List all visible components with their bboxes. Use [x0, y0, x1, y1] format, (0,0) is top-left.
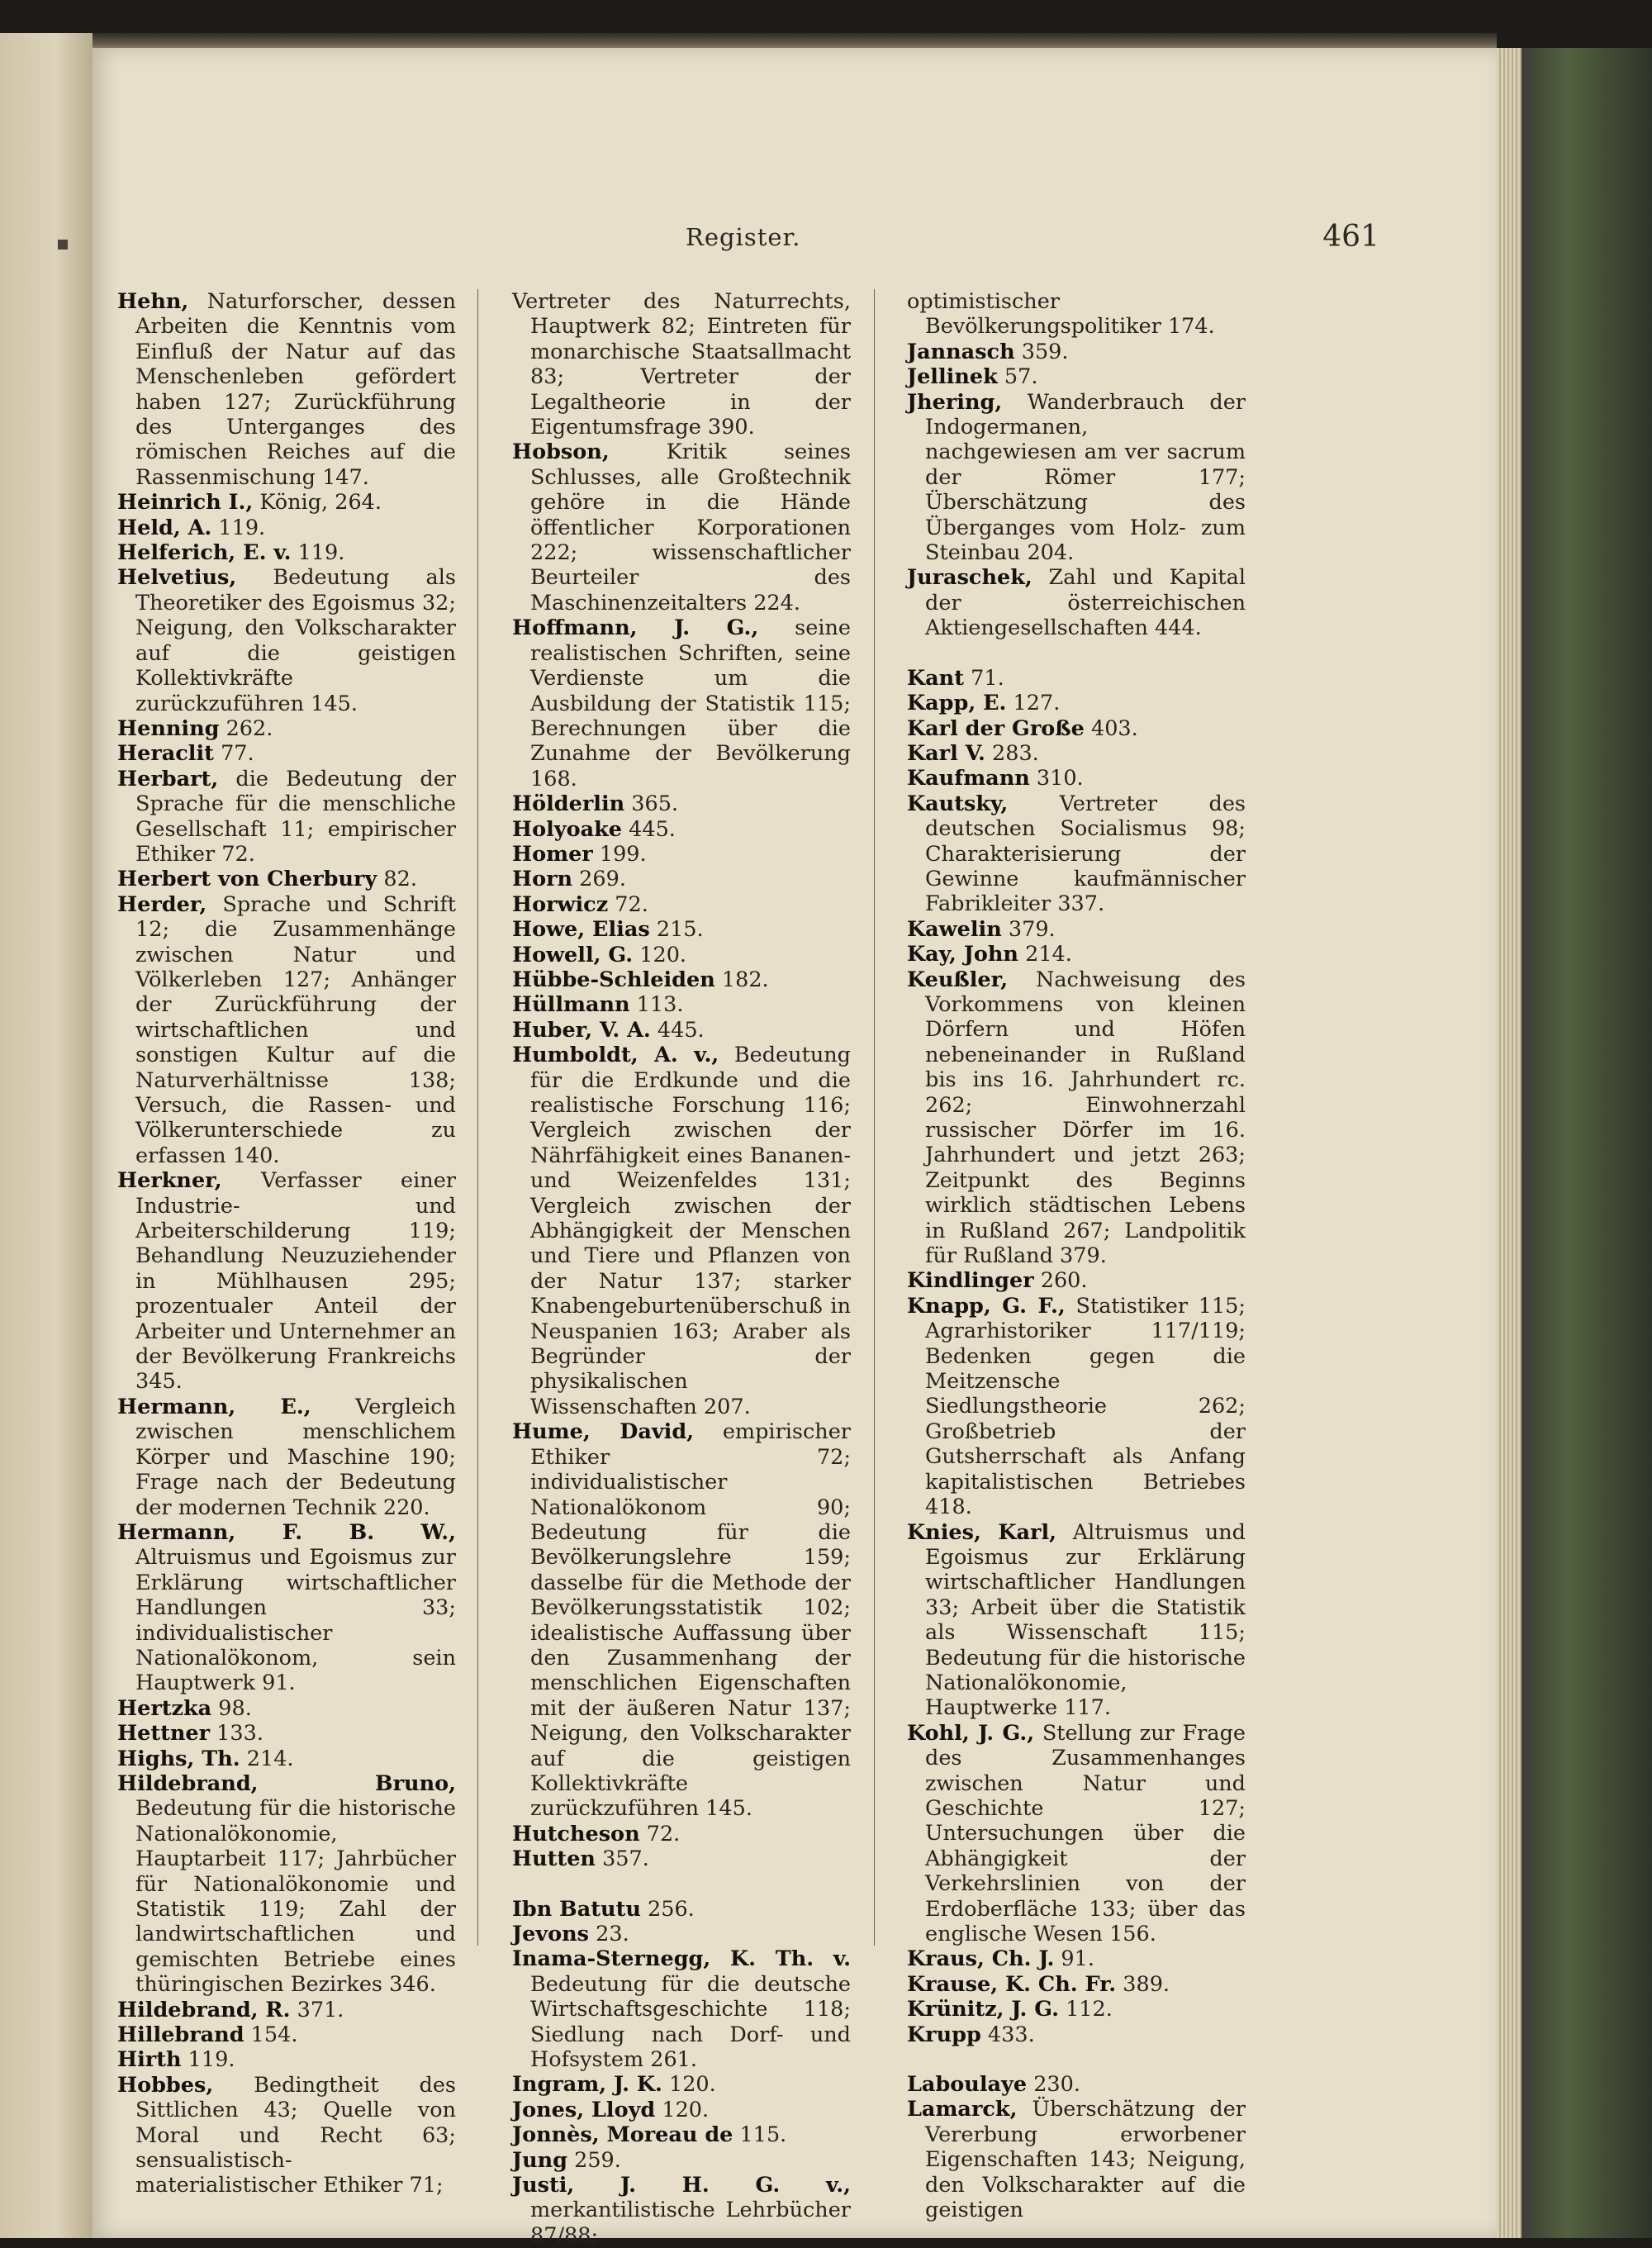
entry-text: 365. [624, 791, 679, 817]
index-entry [512, 892, 851, 917]
entry-text: 259. [567, 2147, 621, 2173]
entry-text: 269. [572, 867, 626, 892]
index-entry [117, 767, 456, 867]
index-entry [907, 942, 1246, 967]
entry-text: 214. [240, 1746, 294, 1771]
entry-text: 77. [213, 741, 254, 767]
column-rule [874, 289, 875, 1946]
section-gap [512, 1872, 851, 1897]
book-cover [1521, 48, 1652, 2238]
entry-heading: Huber, V. A. [512, 1017, 651, 1043]
entry-text: 112. [1058, 1997, 1113, 2022]
entry-text: 154. [244, 2022, 298, 2048]
entry-heading: Hölderlin [512, 791, 625, 817]
entry-text: 379. [1001, 916, 1056, 942]
index-entry [117, 892, 456, 1168]
entry-heading: Herbart, [117, 766, 219, 791]
index-entry [907, 967, 1246, 1269]
entry-text: 133. [210, 1721, 263, 1747]
entry-text: 230. [1027, 2072, 1080, 2098]
index-entry [512, 1897, 851, 1922]
entry-text: optimistischer Bevölkerungspolitiker 174. [907, 289, 1215, 340]
index-entry [907, 565, 1246, 640]
entry-text: Zahl und Kapital der österreichischen Aktiengesellschaften 444. [925, 565, 1246, 641]
index-entry [512, 1018, 851, 1043]
entry-text: 57. [997, 364, 1038, 390]
entry-text: 182. [714, 967, 769, 992]
entry-heading: Krupp [907, 2022, 981, 2047]
entry-heading: Hermann, F. B. W., [117, 1519, 456, 1545]
index-entry [512, 992, 851, 1017]
entry-heading: Kawelin [907, 916, 1002, 942]
index-entry [907, 289, 1246, 340]
index-entry [512, 791, 851, 816]
entry-text: 119. [291, 540, 345, 566]
entry-heading: Krause, K. Ch. Fr. [907, 1971, 1117, 1997]
index-entry [907, 791, 1246, 917]
entry-text: Bedeutung für die Erdkunde und die realistische Forschung 116; Vergleich zwischen der Nährfähigkeit eines Bananen- und Weizenfeldes 131; Vergleich zwischen der Abhängigkeit der Menschen und Tiere und Pflanzen von der Natur 137; starker Knabengeburtenüberschuß in Neuspanien 163; Araber als Begründer der physikalischen Wissenschaften 207. [530, 1043, 851, 1419]
left-page-edge [0, 33, 93, 2238]
entry-heading: Hehn, [117, 289, 189, 314]
index-entry [512, 1043, 851, 1419]
index-column-2 [512, 289, 851, 2248]
index-entry [117, 540, 456, 565]
entry-text: Stellung zur Frage des Zusammenhanges zwischen Natur und Geschichte 127; Untersuchungen über die Abhängigkeit der Verkehrslinien von der Erdoberfläche 133; über das englische Wesen 156. [925, 1720, 1246, 1946]
index-entry [907, 1946, 1246, 1971]
index-entry [117, 2073, 456, 2198]
entry-text: 91. [1054, 1946, 1094, 1972]
index-entry [117, 1696, 456, 1721]
entry-text: 359. [1014, 339, 1069, 364]
index-entry [117, 565, 456, 715]
entry-heading: Holyoake [512, 816, 623, 842]
entry-heading: Helferich, E. v. [117, 540, 292, 566]
index-entry [512, 2072, 851, 2097]
index-entry [512, 1946, 851, 2072]
index-entry [512, 867, 851, 891]
index-entry [907, 1721, 1246, 1947]
index-entry [512, 817, 851, 842]
index-entry [117, 2047, 456, 2072]
index-column-1 [117, 289, 456, 2198]
index-entry [907, 2097, 1246, 2222]
index-entry [117, 289, 456, 490]
entry-text: Bedingtheit des Sittlichen 43; Quelle von Moral und Recht 63; sensualistisch-materialistischer Ethiker 71; [135, 2072, 456, 2198]
entry-heading: Knies, Karl, [907, 1519, 1057, 1545]
entry-heading: Hildebrand, R. [117, 1997, 291, 2022]
index-entry [512, 1922, 851, 1946]
entry-heading: Herder, [117, 891, 207, 917]
index-entry [512, 1419, 851, 1822]
index-entry [907, 666, 1246, 691]
entry-text: 82. [377, 867, 417, 892]
entry-heading: Karl der Große [907, 715, 1085, 741]
entry-text: Verfasser einer Industrie- und Arbeiterschilderung 119; Behandlung Neuzuziehender in Mühlhausen 295; prozentualer Anteil der Arbeiter und Unternehmer an der Bevölkerung Frankreichs 345. [135, 1168, 456, 1395]
entry-text: seine realistischen Schriften, seine Verdienste um die Ausbildung der Statistik 115; Berechnungen über die Zunahme der Bevölkerung 168. [530, 615, 851, 791]
index-entry [907, 340, 1246, 364]
entry-heading: Highs, Th. [117, 1746, 240, 1771]
entry-heading: Jevons [512, 1922, 590, 1946]
entry-text: 120. [655, 2097, 710, 2122]
entry-heading: Howe, Elias [512, 917, 650, 943]
entry-text: 72. [639, 1821, 681, 1846]
entry-heading: Keußler, [907, 967, 1009, 992]
entry-text: Vertreter des deutschen Socialismus 98; Charakterisierung der Gewinne kaufmännischer Fabrikleiter 337. [925, 791, 1246, 917]
entry-heading: Hillebrand [117, 2022, 244, 2048]
entry-heading: Howell, G. [512, 942, 634, 967]
index-entry [512, 2098, 851, 2122]
index-entry [512, 1846, 851, 1871]
entry-text: 445. [650, 1017, 705, 1043]
entry-heading: Laboulaye [907, 2072, 1028, 2098]
index-entry [512, 440, 851, 615]
entry-text: Statistiker 115; Agrarhistoriker 117/119; Bedenken gegen die Meitzensche Siedlungstheorie 262; Großbetrieb der Gutsherrschaft als Anfang kapitalistischen Betriebes 418. [925, 1293, 1246, 1520]
index-entry [907, 1520, 1246, 1721]
index-entry [512, 943, 851, 967]
entry-heading: Hüllmann [512, 992, 630, 1018]
index-entry [512, 1822, 851, 1846]
entry-text: 371. [290, 1997, 344, 2022]
entry-heading: Humboldt, A. v., [512, 1043, 719, 1068]
entry-text: 199. [592, 841, 647, 867]
entry-heading: Heraclit [117, 741, 214, 767]
index-entry [512, 917, 851, 942]
index-entry [512, 2148, 851, 2173]
entry-heading: Heinrich I., [117, 490, 254, 516]
index-entry [907, 364, 1246, 389]
entry-text: Vergleich zwischen menschlichem Körper und Maschine 190; Frage nach der Bedeutung der modernen Technik 220. [135, 1394, 456, 1520]
index-entry [117, 490, 456, 515]
entry-text: 119. [211, 515, 266, 540]
entry-text: Bedeutung für die deutsche Wirtschaftsgeschichte 118; Siedlung nach Dorf- und Hofsystem 261. [530, 1971, 851, 2073]
entry-heading: Jung [512, 2147, 567, 2173]
entry-text: Bedeutung für die historische Nationalökonomie, Hauptarbeit 117; Jahrbücher für Nationalökonomie und Statistik 119; Zahl der landwirtschaftlichen und gemischten Betriebe eines thüringischen Bezirkes 346. [135, 1796, 456, 1998]
entry-heading: Ingram, J. K. [512, 2072, 662, 2098]
entry-text: Sprache und Schrift 12; die Zusammenhänge zwischen Natur und Völkerleben 127; Anhänger der Zurückführung der wirtschaftlichen und sonstigen Kultur auf die Naturverhältnisse 138; Versuch, die Rassen- und Völkerunterschiede zu erfassen 140. [135, 891, 456, 1168]
index-entry [117, 716, 456, 741]
entry-text: 310. [1029, 766, 1084, 791]
entry-heading: Herkner, [117, 1168, 222, 1194]
index-entry [907, 390, 1246, 566]
entry-heading: Helvetius, [117, 565, 237, 591]
entry-text: Nachweisung des Vorkommens von kleinen Dörfern und Höfen nebeneinander in Rußland bis ins 16. Jahrhundert rc. 262; Einwohnerzahl russischer Dörfer im 16. Jahrhundert und jetzt 263; Zeitpunkt des Beginns wirklich städtischen Lebens in Rußland 267; Landpolitik für Rußland 379. [925, 967, 1246, 1269]
entry-text: 215. [649, 917, 704, 943]
page-header-title: Register. [686, 223, 801, 251]
entry-text: 113. [629, 992, 684, 1018]
entry-heading: Homer [512, 841, 593, 867]
entry-text: 119. [181, 2047, 235, 2073]
entry-heading: Inama-Sternegg, K. Th. v. [512, 1946, 851, 1972]
entry-heading: Horwicz [512, 891, 609, 917]
index-entry [907, 2072, 1246, 2097]
entry-heading: Lamarck, [907, 2097, 1018, 2122]
index-entry [117, 867, 456, 891]
entry-text: merkantilistische Lehrbücher 87/88; [530, 2198, 851, 2248]
entry-heading: Hertzka [117, 1695, 212, 1721]
entry-heading: Karl V. [907, 740, 985, 766]
entry-text: empirischer Ethiker 72; individualistischer Nationalökonom 90; Bedeutung für die Bevölkerungslehre 159; dasselbe für die Methode der Bevölkerungsstatistik 102; idealistische Auffassung über den Zusammenhang der menschlichen Eigenschaften mit der äußeren Natur 137; Neigung, den Volkscharakter auf die geistigen Kollektivkräfte zurückzuführen 145. [530, 1419, 851, 1822]
entry-heading: Hutcheson [512, 1821, 640, 1846]
entry-text: 256. [640, 1896, 695, 1922]
entry-text: die Bedeutung der Sprache für die menschliche Gesellschaft 11; empirischer Ethiker 72. [135, 766, 456, 867]
entry-text: König, 264. [253, 490, 382, 516]
entry-text: Kritik seines Schlusses, alle Großtechnik gehöre in die Hände öffentlicher Korporationen 222; wissenschaftlicher Beurteiler des Maschinenzeitalters 224. [530, 440, 851, 615]
entry-heading: Held, A. [117, 515, 212, 540]
entry-text: 262. [219, 715, 273, 741]
entry-heading: Kay, John [907, 942, 1018, 967]
index-entry [117, 516, 456, 540]
index-entry [117, 1520, 456, 1696]
entry-heading: Jellinek [907, 364, 998, 390]
entry-text: 23. [589, 1922, 629, 1946]
index-entry [907, 741, 1246, 766]
entry-text: Altruismus und Egoismus zur Erklärung wirtschaftlicher Handlungen 33; individualistischer Nationalökonom, sein Hauptwerk 91. [135, 1545, 456, 1696]
entry-heading: Kraus, Ch. J. [907, 1946, 1055, 1972]
index-entry [512, 842, 851, 867]
page-mark [58, 240, 68, 250]
entry-text: Wanderbrauch der Indogermanen, nachgewiesen am ver sacrum der Römer 177; Überschätzung des Überganges vom Holz- zum Steinbau 204. [925, 389, 1246, 566]
entry-heading: Kindlinger [907, 1268, 1034, 1294]
entry-heading: Kaufmann [907, 766, 1030, 791]
entry-text: Naturforscher, dessen Arbeiten die Kenntnis vom Einfluß der Natur auf das Menschenleben gefördert haben 127; Zurückführung des Unterganges des römischen Reiches auf die Rassenmischung 147. [135, 289, 456, 490]
entry-heading: Jhering, [907, 389, 1003, 415]
index-entry [907, 1268, 1246, 1293]
index-entry [512, 615, 851, 791]
index-entry [907, 691, 1246, 715]
column-rule [477, 289, 478, 1946]
index-entry [907, 766, 1246, 791]
entry-heading: Justi, J. H. G. v., [512, 2173, 851, 2198]
entry-text: 445. [622, 816, 676, 842]
entry-heading: Hildebrand, Bruno, [117, 1770, 456, 1796]
index-entry [512, 967, 851, 992]
running-head [91, 220, 1379, 273]
index-entry [512, 289, 851, 440]
index-entry [907, 1997, 1246, 2022]
entry-heading: Krünitz, J. G. [907, 1997, 1059, 2022]
entry-heading: Hobbes, [117, 2072, 214, 2098]
entry-text: Bedeutung als Theoretiker des Egoismus 32; Neigung, den Volkscharakter auf die geistigen Kollektivkräfte zurückzuführen 145. [135, 565, 456, 716]
entry-heading: Hübbe-Schleiden [512, 967, 715, 992]
entry-text: 433. [980, 2022, 1035, 2047]
entry-text: 127. [1006, 691, 1061, 716]
entry-heading: Hirth [117, 2047, 182, 2073]
entry-heading: Kapp, E. [907, 691, 1007, 716]
index-entry [512, 2173, 851, 2248]
entry-heading: Jannasch [907, 339, 1015, 364]
page-edges [1497, 48, 1521, 2238]
entry-heading: Henning [117, 715, 220, 741]
entry-heading: Horn [512, 867, 573, 892]
entry-text: 357. [595, 1846, 649, 1872]
index-entry [907, 1294, 1246, 1520]
index-entry [907, 716, 1246, 741]
entry-heading: Hobson, [512, 440, 610, 465]
index-entry [117, 741, 456, 766]
entry-heading: Hutten [512, 1846, 596, 1872]
entry-text: Altruismus und Egoismus zur Erklärung wirtschaftlicher Handlungen 33; Arbeit über die Statistik als Wissenschaft 115; Bedeutung für die historische Nationalökonomie, Hauptwerke 117. [925, 1519, 1246, 1721]
entry-text: 403. [1084, 715, 1138, 741]
index-entry [117, 1747, 456, 1771]
entry-heading: Hermann, E., [117, 1394, 311, 1419]
entry-heading: Kohl, J. G., [907, 1720, 1035, 1746]
entry-text: 72. [608, 891, 648, 917]
page-number: 461 [1322, 220, 1379, 254]
entry-heading: Jones, Lloyd [512, 2097, 656, 2122]
entry-text: 71. [964, 665, 1004, 691]
index-column-3 [907, 289, 1246, 2222]
entry-heading: Jonnès, Moreau de [512, 2122, 733, 2148]
entry-heading: Knapp, G. F., [907, 1293, 1066, 1319]
index-entry [907, 2022, 1246, 2047]
index-entry [117, 1771, 456, 1998]
entry-heading: Kant [907, 665, 965, 691]
entry-text: 283. [985, 740, 1039, 766]
index-entry [907, 1972, 1246, 1997]
index-entry [117, 1721, 456, 1746]
entry-text: 115. [733, 2122, 787, 2148]
index-entry [117, 1395, 456, 1520]
entry-text: Vertreter des Naturrechts, Hauptwerk 82; Eintreten für monarchische Staatsallmacht 83; Vertreter der Legaltheorie in der Eigentumsfrage 390. [512, 289, 851, 440]
entry-text: 120. [662, 2072, 716, 2098]
entry-heading: Juraschek, [907, 565, 1032, 591]
index-entry [512, 2122, 851, 2147]
index-entry [117, 2022, 456, 2047]
entry-heading: Ibn Batutu [512, 1896, 641, 1922]
entry-text: 120. [633, 942, 687, 967]
entry-text: 389. [1116, 1971, 1170, 1997]
entry-text: 214. [1018, 942, 1072, 967]
entry-text: 98. [211, 1695, 252, 1721]
entry-heading: Herbert von Cherbury [117, 867, 377, 892]
entry-heading: Hoffmann, J. G., [512, 615, 759, 641]
section-gap [907, 641, 1246, 666]
entry-heading: Hume, David, [512, 1419, 695, 1445]
entry-heading: Hettner [117, 1721, 211, 1747]
entry-text: 260. [1033, 1268, 1088, 1294]
section-gap [907, 2047, 1246, 2072]
index-entry [907, 917, 1246, 942]
entry-heading: Kautsky, [907, 791, 1009, 816]
index-entry [117, 1168, 456, 1395]
index-entry [117, 1998, 456, 2022]
entry-text: Überschätzung der Vererbung erworbener Eigenschaften 143; Neigung, den Volkscharakter auf die geistigen [925, 2097, 1246, 2223]
